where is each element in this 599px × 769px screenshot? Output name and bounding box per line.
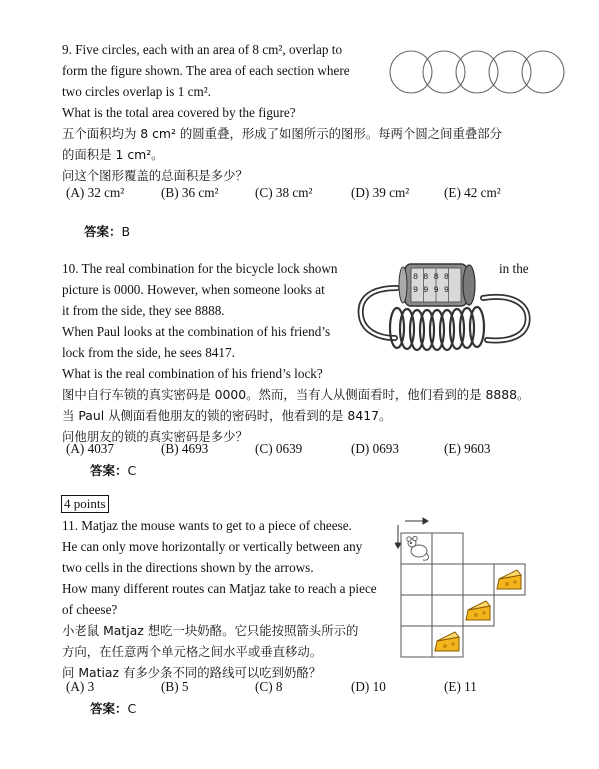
q11-option-a: (A) 3 xyxy=(66,679,95,694)
q9-answer xyxy=(84,222,130,240)
q10-text-line-1-end: in the xyxy=(499,261,529,276)
q9-chinese-line-1: 五个面积均为 8 cm² 的圆重叠，形成了如图所示的图形。每两个圆之间重叠部分 xyxy=(62,126,503,141)
q9-answer-value: B xyxy=(121,224,131,239)
q11-chinese-line-2: 方向，在任意两个单元格之间水平或垂直移动。 xyxy=(62,644,323,659)
q11-option-b: (B) 5 xyxy=(161,679,189,694)
cheese-icon-1 xyxy=(497,570,521,589)
mouse-icon xyxy=(407,536,429,560)
q10-answer xyxy=(90,461,136,479)
q11-chinese-line-3: 问 Matiaz 有多少条不同的路线可以吃到奶酪？ xyxy=(62,665,322,680)
q10-text-line-3: it from the side, they see 8888. xyxy=(62,303,225,318)
cheese-icon-3 xyxy=(435,632,459,651)
q10-text-line-2: picture is 0000. However, when someone looks at xyxy=(62,282,325,297)
circle-5 xyxy=(522,51,564,93)
cheese-icon-2 xyxy=(466,601,490,620)
arrow-down-icon xyxy=(395,543,401,548)
q10-text-line-6: What is the real combination of his friend’s lock? xyxy=(62,366,323,381)
q11-answer xyxy=(90,699,136,717)
q10-text-line-5: lock from the side, he sees 8417. xyxy=(62,345,235,360)
arrow-right-icon xyxy=(423,518,428,524)
q9-text-line-1: 9. Five circles, each with an area of 8 cm², overlap to xyxy=(62,42,343,57)
q9-option-e: (E) 42 cm² xyxy=(444,185,501,200)
q10-answer-value: C xyxy=(127,463,137,478)
q10-text-line-4: When Paul looks at the combination of his friend’s xyxy=(62,324,331,339)
q9-option-c: (C) 38 cm² xyxy=(255,185,313,200)
q10-chinese-line-1: 图中自行车锁的真实密码是 0000。然而，当有人从侧面看时，他们看到的是 8888。 xyxy=(62,387,530,402)
q11-text-line-1: 11. Matjaz the mouse wants to get to a piece of cheese. xyxy=(62,518,352,533)
q11-option-d: (D) 10 xyxy=(351,679,386,694)
q9-text-line-3: two circles overlap is 1 cm². xyxy=(62,84,211,99)
q10-option-d: (D) 0693 xyxy=(351,441,399,456)
q11-option-c: (C) 8 xyxy=(255,679,283,694)
q11-text-line-5: of cheese? xyxy=(62,602,118,617)
five-circles-figure xyxy=(386,44,572,100)
q10-option-b: (B) 4693 xyxy=(161,441,209,456)
q9-text-line-2: form the figure shown. The area of each section where xyxy=(62,63,350,78)
q11-option-e: (E) 11 xyxy=(444,679,477,694)
q11-answer-label: 答案： xyxy=(90,701,128,716)
lock-digits-row-2: 9999 xyxy=(413,285,455,295)
q9-text-line-4: What is the total area covered by the figure? xyxy=(62,105,296,120)
q10-option-c: (C) 0639 xyxy=(255,441,303,456)
q11-chinese-line-1: 小老鼠 Matjaz 想吃一块奶酪。它只能按照箭头所示的 xyxy=(62,623,359,638)
q9-option-d: (D) 39 cm² xyxy=(351,185,410,200)
bicycle-lock-figure xyxy=(355,258,539,362)
q10-chinese-line-2: 当 Paul 从侧面看他朋友的锁的密码时，他看到的是 8417。 xyxy=(62,408,392,423)
circle-2 xyxy=(423,51,465,93)
q11-text-line-3: two cells in the directions shown by the arrows. xyxy=(62,560,314,575)
q10-chinese-line-3: 问他朋友的锁的真实密码是多少？ xyxy=(62,429,248,444)
q10-option-e: (E) 9603 xyxy=(444,441,491,456)
points-badge: 4 points xyxy=(61,495,109,513)
lock-digits-row-1: 8888 xyxy=(413,272,455,282)
q9-chinese-line-3: 问这个图形覆盖的总面积是多少？ xyxy=(62,168,248,183)
mouse-cheese-grid-figure xyxy=(395,513,527,673)
q11-text-line-4: How many different routes can Matjaz take to reach a piece xyxy=(62,581,377,596)
q10-answer-label: 答案： xyxy=(90,463,128,478)
q11-text-line-2: He can only move horizontally or vertically between any xyxy=(62,539,363,554)
circle-3 xyxy=(456,51,498,93)
q10-option-a: (A) 4037 xyxy=(66,441,114,456)
q11-answer-value: C xyxy=(127,701,137,716)
q9-option-a: (A) 32 cm² xyxy=(66,185,125,200)
circle-4 xyxy=(489,51,531,93)
circle-1 xyxy=(390,51,432,93)
q10-text-line-1: 10. The real combination for the bicycle lock shown xyxy=(62,261,338,276)
q9-answer-label: 答案： xyxy=(84,224,122,239)
q9-chinese-line-2: 的面积是 1 cm²。 xyxy=(62,147,164,162)
lock-coil xyxy=(390,307,484,350)
q9-option-b: (B) 36 cm² xyxy=(161,185,219,200)
